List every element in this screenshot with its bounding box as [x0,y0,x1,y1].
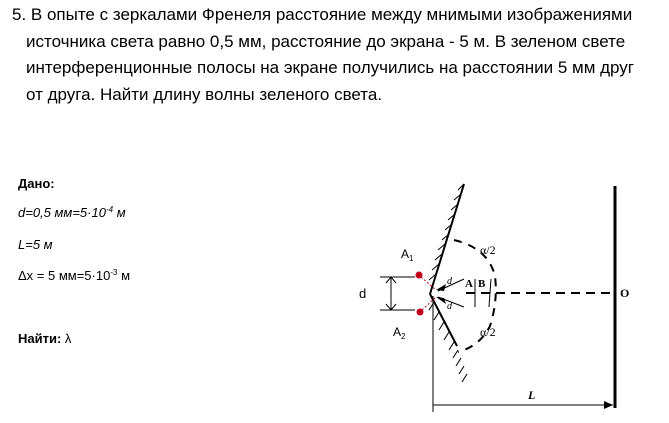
label-d-small-top: d [447,276,452,287]
problem-line-4: от друга. Найти длину волны зеленого света. [26,84,383,104]
source-point-a2 [417,309,424,316]
label-a2: $A_2$ [393,325,406,341]
label-d: d [359,286,367,301]
given-title: Дано: [18,176,55,191]
label-a: A [465,278,473,290]
label-b: B [478,278,486,290]
source-point-a1 [416,272,423,279]
label-a1-sub: 1 [409,254,414,263]
label-alpha-bottom: α/2 [480,325,496,339]
fresnel-mirrors-diagram [340,176,660,423]
label-d-small-bottom: d [447,301,452,312]
problem-statement [12,2,660,108]
given-d-unit: м [113,205,126,220]
find-label: Найти: [18,331,62,346]
given-l: L=5 м [18,237,53,252]
given-dx-unit: м [117,268,131,283]
label-a2-sub: 2 [401,332,406,341]
find-section [18,331,71,346]
problem-line-3: интерференционные полосы на экране получились на расстоянии 5 мм друг [26,58,634,77]
l-arrow-right [604,401,613,409]
given-dx [18,268,130,283]
label-a1: $A_1$ [401,247,414,263]
given-dx-text: Δx = 5 мм=5·10 [18,268,111,283]
given-d-exp: -4 [105,205,114,214]
label-alpha-top: α/2 [480,243,496,257]
given-dx-exp: -3 [110,268,118,277]
arrowhead-lower [436,297,446,304]
problem-line-2: источника света равно 0,5 мм, расстояние до экрана - 5 м. В зеленом свете [26,31,626,51]
given-d [18,205,126,220]
find-value: λ [61,331,72,346]
problem-line-1: 5. В опыте с зеркалами Френеля расстояние между мнимыми изображениями [12,5,633,24]
mirror-hatching-lower [429,302,467,382]
label-o: O [620,286,630,300]
given-d-text: d=0,5 мм=5·10 [18,205,106,220]
arrowhead-upper [436,284,446,291]
label-L: L [528,388,536,402]
